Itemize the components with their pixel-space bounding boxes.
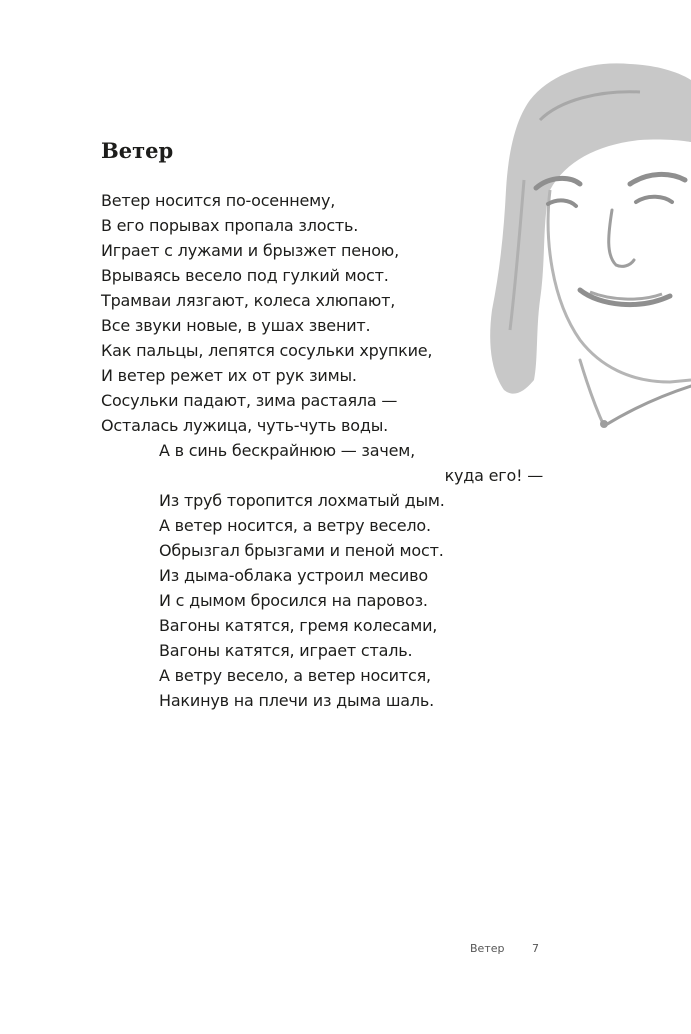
poem-line: Сосульки падают, зима растаяла — (101, 391, 398, 410)
poem-line: Из дыма-облака устроил месиво (159, 566, 428, 585)
poem-line: Играет с лужами и брызжет пеною, (101, 241, 399, 260)
poem-line: Ветер носится по-осеннему, (101, 191, 336, 210)
poem-line: А в синь бескрайнюю — зачем, (159, 441, 415, 460)
poem-title: Ветер (101, 138, 174, 163)
poem-body (101, 188, 561, 713)
poem-line: Как пальцы, лепятся сосульки хрупкие, (101, 341, 433, 360)
poem-line: И ветер режет их от рук зимы. (101, 366, 357, 385)
poem-line: Из труб торопится лохматый дым. (159, 491, 445, 510)
poem-line-continuation: куда его! — (444, 466, 543, 485)
poem-line: Все звуки новые, в ушах звенит. (101, 316, 371, 335)
poem-line: А ветру весело, а ветер носится, (159, 666, 431, 685)
poem-line: Обрызгал брызгами и пеной мост. (159, 541, 444, 560)
poem-line: И с дымом бросился на паровоз. (159, 591, 428, 610)
poem-line: Трамваи лязгают, колеса хлюпают, (101, 291, 396, 310)
page-number: 7 (531, 942, 539, 955)
poem-line: В его порывах пропала злость. (101, 216, 359, 235)
poem-line: Вагоны катятся, гремя колесами, (159, 616, 438, 635)
page-footer (470, 941, 539, 957)
poem-line: Врываясь весело под гулкий мост. (101, 266, 389, 285)
running-title: Ветер (470, 942, 505, 955)
poem-line: Накинув на плечи из дыма шаль. (159, 691, 435, 710)
poem-line: А ветер носится, а ветру весело. (159, 516, 431, 535)
poem-line: Вагоны катятся, играет сталь. (159, 641, 413, 660)
poem-line: Осталась лужица, чуть-чуть воды. (101, 416, 389, 435)
